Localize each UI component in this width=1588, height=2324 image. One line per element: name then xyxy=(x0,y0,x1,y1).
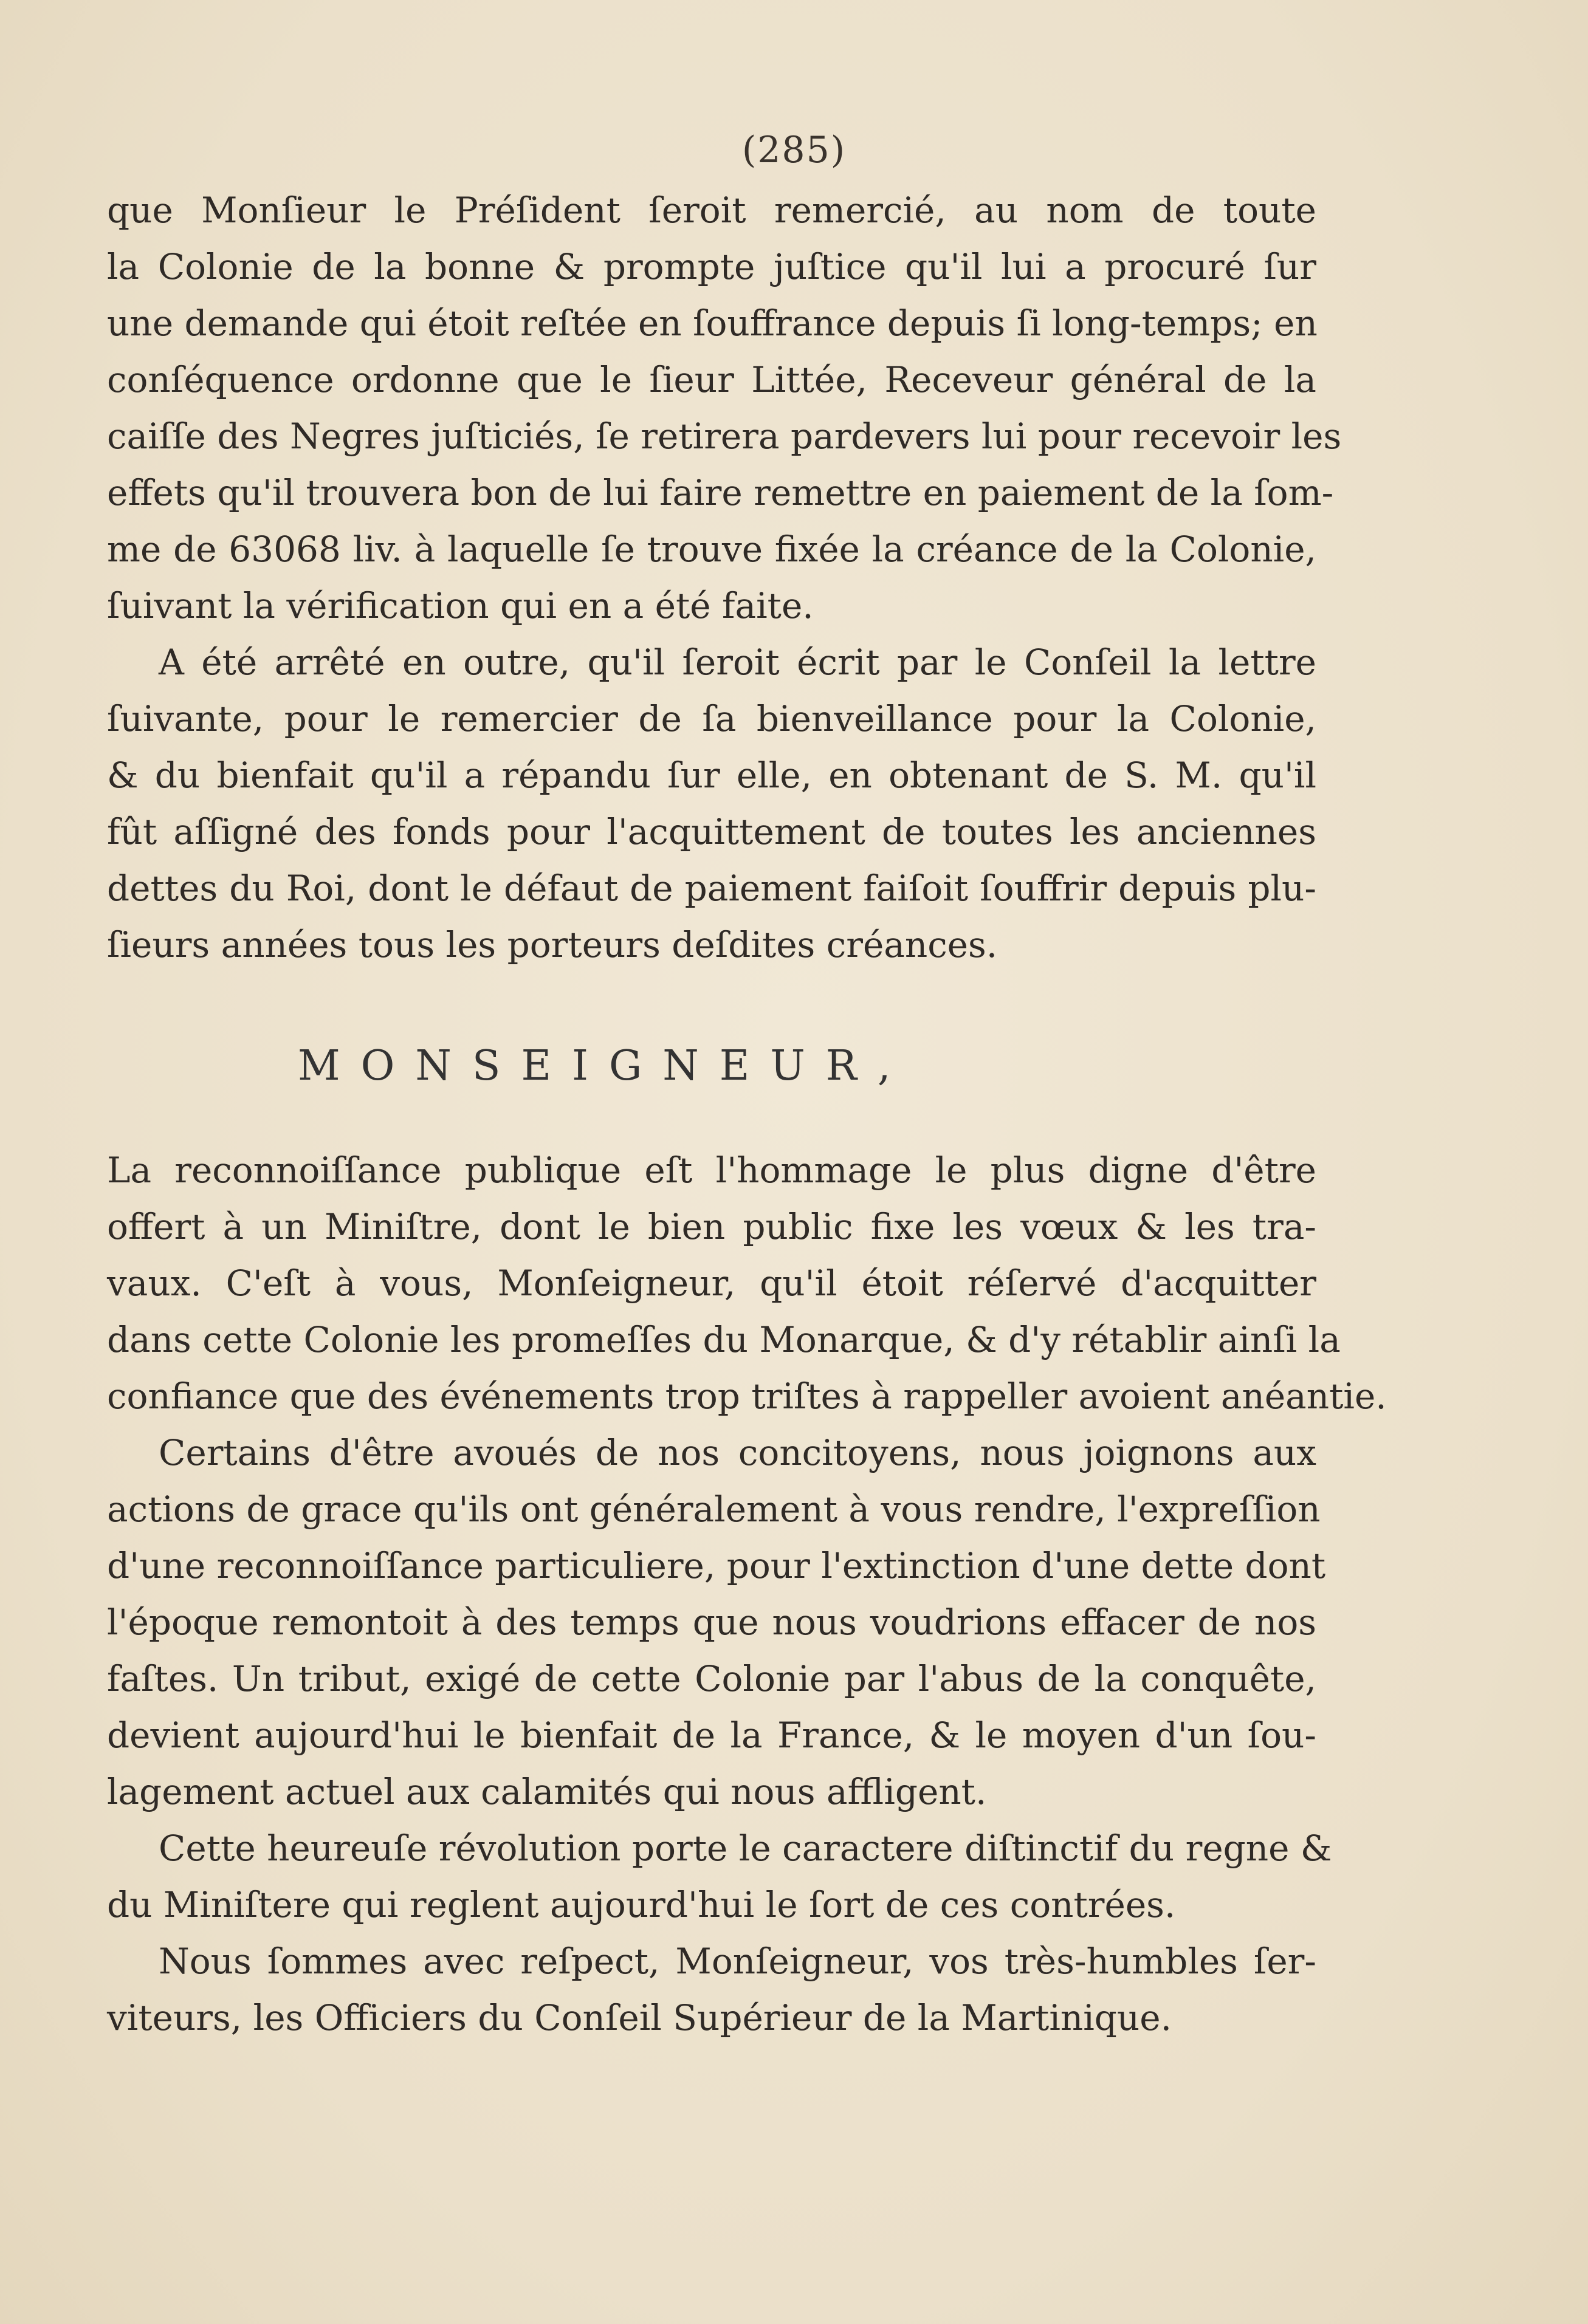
letter-paragraph xyxy=(107,1425,1326,1820)
text-line: que Monſieur le Préſident ſeroit remercié, au nom de toute xyxy=(107,190,1316,231)
text-line: A été arrêté en outre, qu'il ſeroit écrit par le Conſeil la lettre xyxy=(159,642,1316,683)
letter-body xyxy=(107,1142,1387,2046)
text-line: dettes du Roi, dont le défaut de paiement faiſoit ſouffrir depuis plu- xyxy=(107,868,1316,909)
text-line: vaux. C'eſt à vous, Monſeigneur, qu'il étoit réſervé d'acquitter xyxy=(107,1263,1316,1304)
text-line: actions de grace qu'ils ont généralement à vous rendre, l'expreſſion xyxy=(107,1489,1321,1530)
text-line: conſéquence ordonne que le ſieur Littée, Receveur général de la xyxy=(107,359,1316,400)
text-line: l'époque remontoit à des temps que nous voudrions effacer de nos xyxy=(107,1602,1316,1643)
letter-salutation: MONSEIGNEUR, xyxy=(298,1042,912,1090)
text-line: ſuivant la vérification qui en a été faite. xyxy=(107,585,814,626)
text-line: confiance que des événements trop triſtes à rappeller avoient anéantie. xyxy=(107,1376,1387,1417)
text-line: Nous ſommes avec reſpect, Monſeigneur, vos très-humbles ſer- xyxy=(159,1941,1316,1982)
paragraph-arrete xyxy=(107,634,1316,973)
letter-closing xyxy=(107,1933,1316,2046)
text-line: d'une reconnoiſſance particuliere, pour l'extinction d'une dette dont xyxy=(107,1545,1326,1586)
resolution-text xyxy=(107,182,1342,973)
text-line: me de 63068 liv. à laquelle ſe trouve fixée la créance de la Colonie, xyxy=(107,529,1316,570)
text-line: fût aſſigné des fonds pour l'acquittement de toutes les anciennes xyxy=(107,811,1316,852)
text-line: offert à un Miniſtre, dont le bien public fixe les vœux & les tra- xyxy=(107,1206,1316,1247)
text-line: effets qu'il trouvera bon de lui faire remettre en paiement de la ſom- xyxy=(107,472,1334,513)
text-line: la Colonie de la bonne & prompte juſtice qu'il lui a procuré ſur xyxy=(107,246,1316,287)
text-line: faſtes. Un tribut, exigé de cette Colonie par l'abus de la conquête, xyxy=(107,1658,1316,1699)
letter-paragraph xyxy=(107,1820,1332,1933)
text-line: ſieurs années tous les porteurs deſdites créances. xyxy=(107,924,998,965)
page-number: (285) xyxy=(741,129,847,171)
text-line: une demande qui étoit reſtée en ſouffrance depuis ſi long-temps; en xyxy=(107,303,1318,344)
text-line: viteurs, les Officiers du Conſeil Supérieur de la Martinique. xyxy=(107,1997,1172,2038)
text-line: lagement actuel aux calamités qui nous affligent. xyxy=(107,1771,987,1812)
text-line: devient aujourd'hui le bienfait de la France, & le moyen d'un ſou- xyxy=(107,1715,1316,1756)
text-line: & du bienfait qu'il a répandu ſur elle, en obtenant de S. M. qu'il xyxy=(107,755,1316,796)
text-line: Cette heureuſe révolution porte le caractere diſtinctif du regne & xyxy=(159,1828,1332,1869)
letter-paragraph xyxy=(107,1142,1387,1425)
text-line: dans cette Colonie les promeſſes du Monarque, & d'y rétablir ainſi la xyxy=(107,1319,1341,1360)
text-line: ſuivante, pour le remercier de ſa bienveillance pour la Colonie, xyxy=(107,698,1316,739)
text-line: caiſſe des Negres juſticiés, ſe retirera pardevers lui pour recevoir les xyxy=(107,416,1342,457)
paragraph-resolution xyxy=(107,182,1342,634)
text-line: du Miniſtere qui reglent aujourd'hui le ſort de ces contrées. xyxy=(107,1884,1176,1925)
text-line: Certains d'être avoués de nos concitoyens, nous joignons aux xyxy=(159,1432,1316,1473)
text-line: La reconnoiſſance publique eſt l'hommage le plus digne d'être xyxy=(107,1150,1316,1191)
